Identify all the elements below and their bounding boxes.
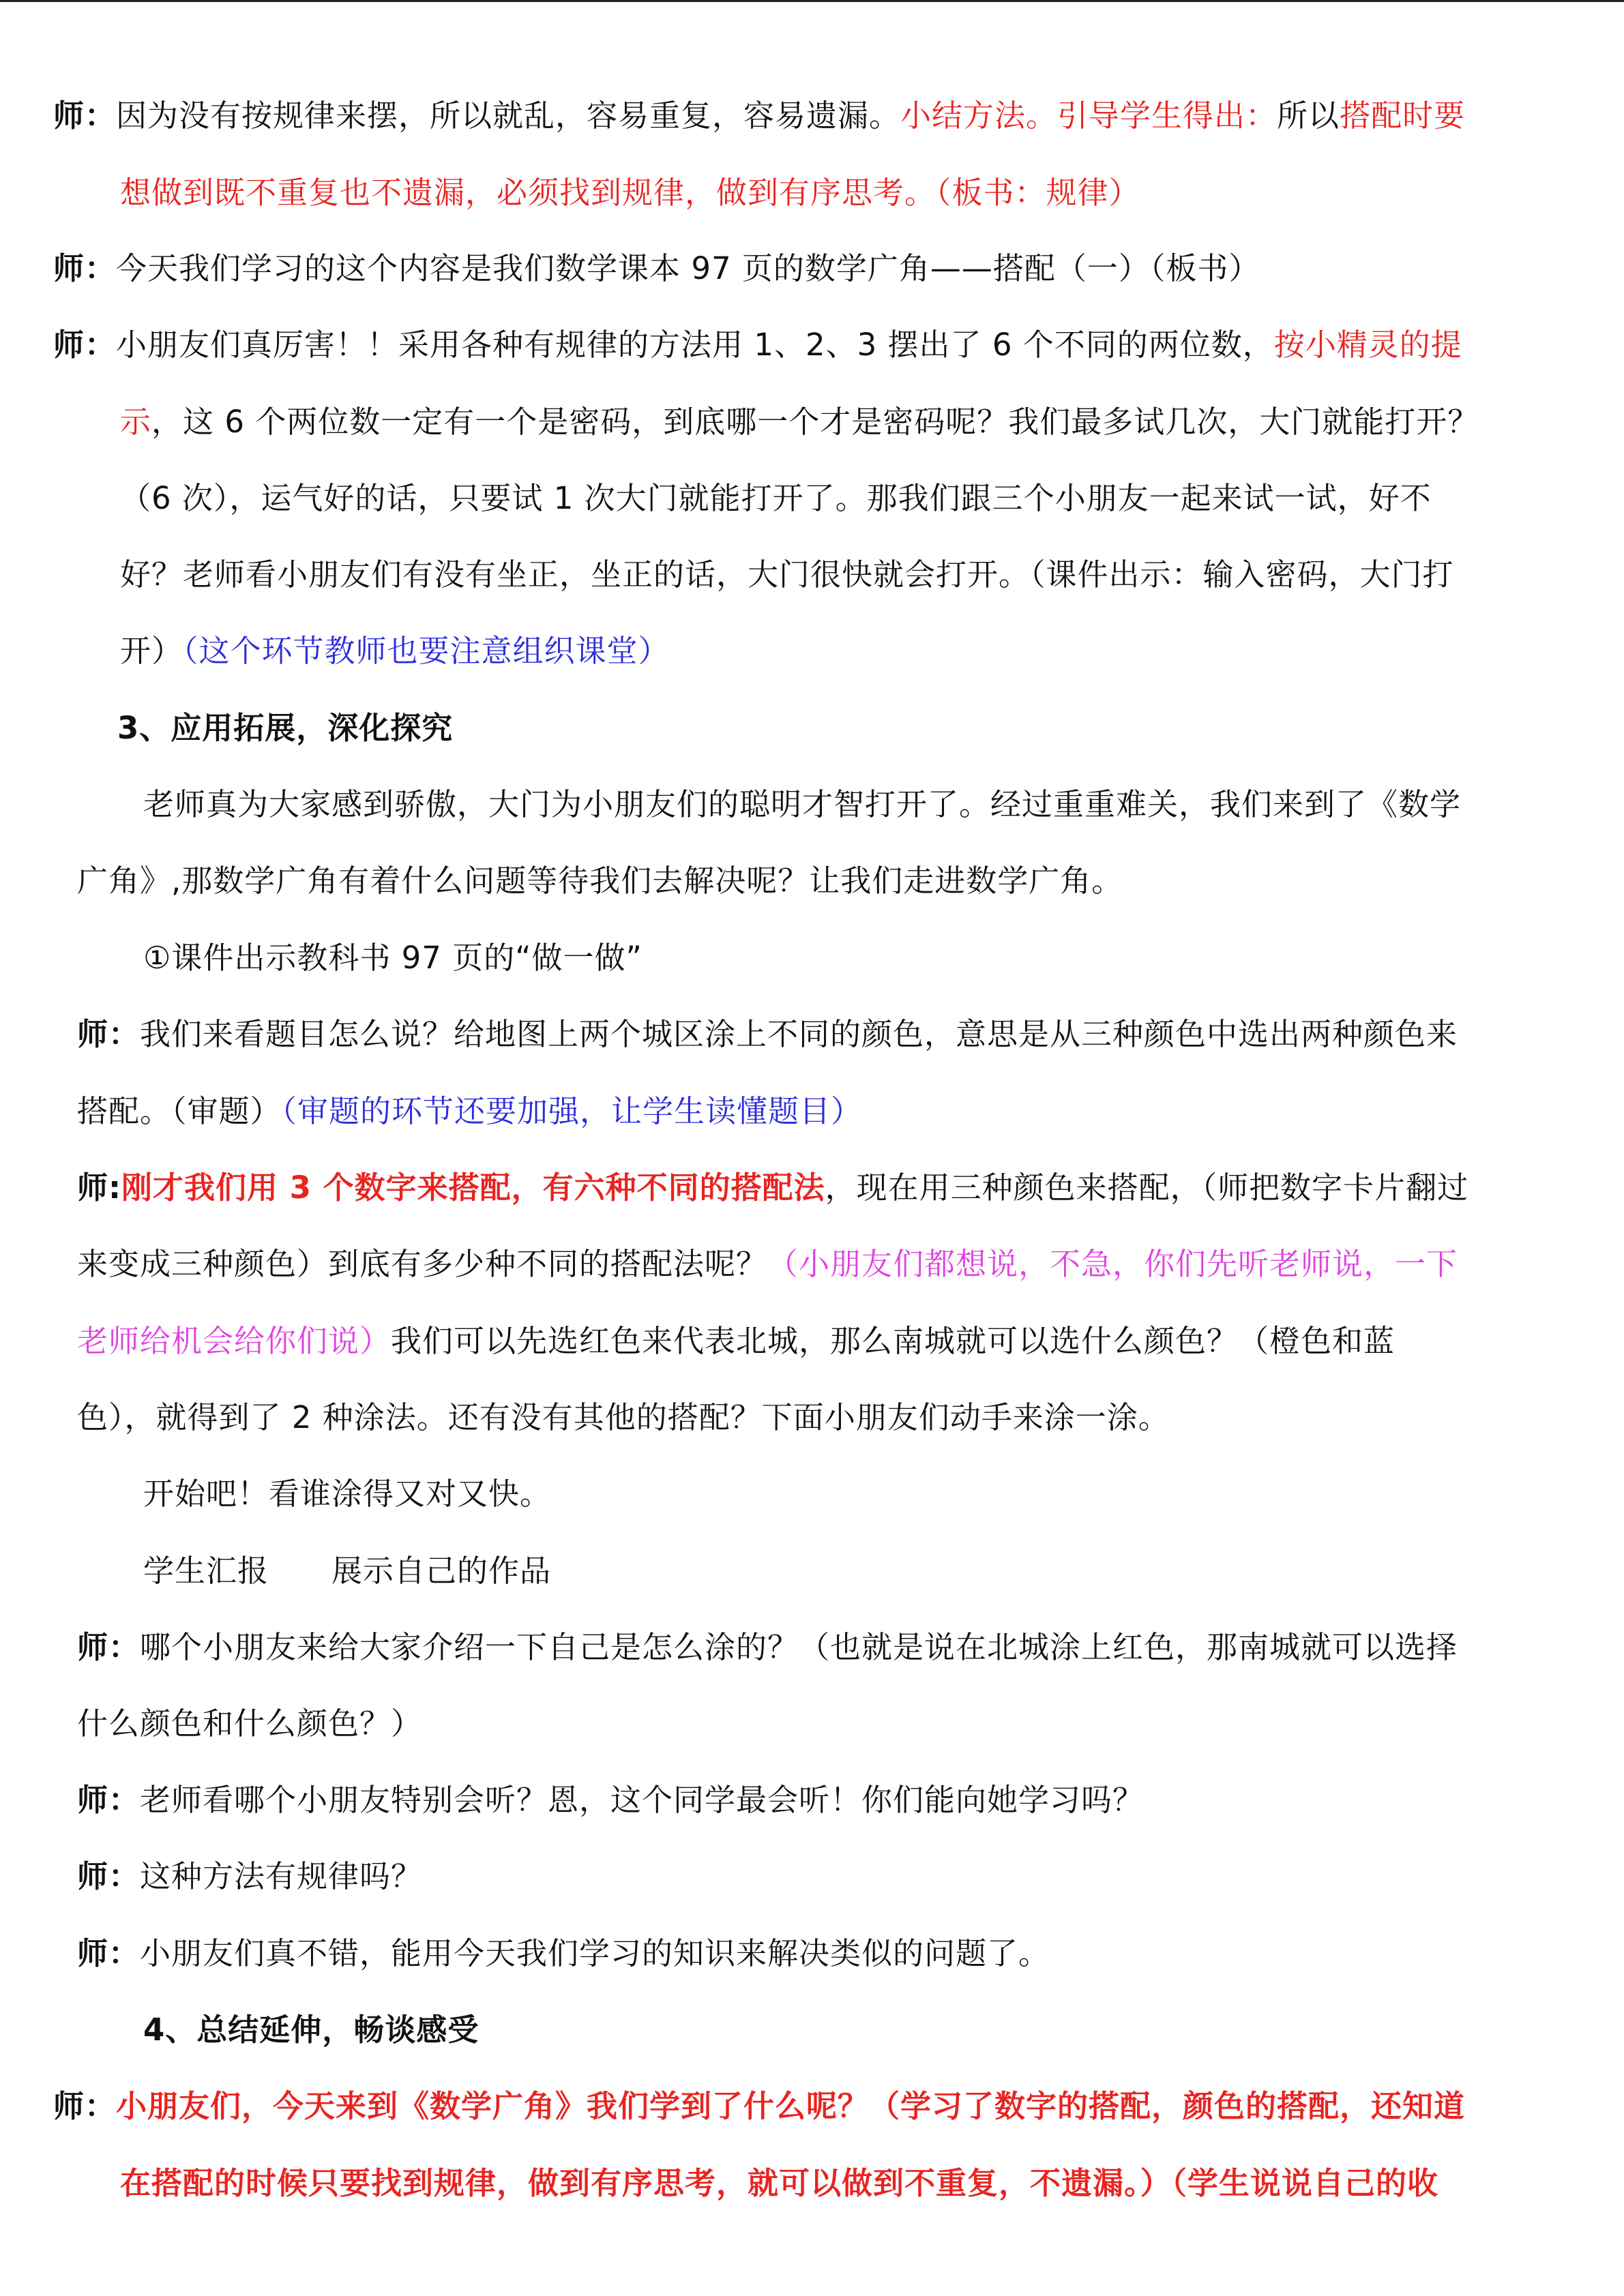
text: 我们来看题目怎么说？给地图上两个城区涂上不同的颜色，意思是从三种颜色中选出两种颜色来 [140,1016,1458,1052]
line-18 [77,1397,1170,1438]
speaker-label: 师： [77,1016,141,1052]
heading-text: 4、总结延伸，畅谈感受 [143,2012,479,2048]
magenta-note: 老师给机会给你们说） [77,1323,392,1359]
text: 老师真为大家感到骄傲，大门为小朋友们的聪明才智打开了。经过重重难关，我们来到了《数学 [143,786,1462,822]
line-10 [143,784,1461,825]
speaker-label: 师： [77,1629,141,1665]
text: 好？老师看小朋友们有没有坐正，坐正的话，大门很快就会打开。（课件出示：输入密码，大门打 [120,556,1454,593]
red-bold-text: 刚才我们用 3 个数字来搭配，有六种不同的搭配法 [121,1169,825,1206]
line-12 [143,938,643,979]
text: 老师看哪个小朋友特别会听？恩，这个同学最会听！你们能向她学习吗？ [140,1782,1145,1818]
red-text: 小结方法。引导学生得出： [900,98,1278,134]
red-text: 按小精灵的提 [1273,327,1462,363]
text: 展示自己的作品 [331,1553,552,1589]
line-17 [77,1321,1395,1362]
speaker-label: 师： [53,98,117,134]
section-heading-4 [143,2010,479,2051]
line-22 [77,1703,422,1744]
speaker-label: 师： [77,1935,141,1971]
line-1 [53,95,1465,136]
speaker-label: 师： [77,1782,141,1818]
line-11 [77,861,1123,901]
line-28 [120,2163,1438,2204]
text: 所以 [1277,98,1340,134]
line-27 [53,2086,1465,2127]
line-20 [143,1551,551,1592]
heading-text: 3、应用拓展，深化探究 [117,710,454,746]
speaker-label: 师： [77,1858,141,1894]
text: 这种方法有规律吗？ [140,1858,423,1894]
line-7 [120,554,1454,595]
blue-note: （这个环节教师也要注意组织课堂） [183,633,670,669]
line-19 [143,1474,551,1515]
speaker-label: 师： [53,250,117,286]
text: 开） [120,633,183,669]
red-bold-text: 在搭配的时候只要找到规律，做到有序思考，就可以做到不重复，不遗漏。）（学生说说自己的收 [120,2165,1439,2201]
line-24 [77,1856,422,1897]
speaker-label: 师： [53,2088,117,2124]
red-text: 示 [120,404,152,440]
text: （6 次），运气好的话，只要试 1 次大门就能打开了。那我们跟三个小朋友一起来试一试，好不 [120,480,1432,516]
text: 什么颜色和什么颜色？） [77,1705,423,1742]
speaker-label: 师: [77,1169,121,1206]
text: 小朋友们真不错，能用今天我们学习的知识来解决类似的问题了。 [140,1935,1050,1971]
line-16 [77,1244,1458,1285]
text: 因为没有按规律来摆，所以就乱，容易重复，容易遗漏。 [116,98,901,134]
magenta-note: （小朋友们都想说，不急，你们先听老师说，一下 [767,1246,1458,1282]
line-3 [53,248,1260,289]
line-15 [77,1167,1468,1208]
text: ，现在用三种颜色来搭配，（师把数字卡片翻过 [825,1169,1469,1206]
text: 来变成三种颜色）到底有多少种不同的搭配法呢？ [77,1246,768,1282]
text: 我们可以先选红色来代表北城，那么南城就可以选什么颜色？（橙色和蓝 [391,1323,1396,1359]
line-5 [120,402,1479,443]
line-6 [120,478,1432,519]
line-13 [77,1014,1458,1055]
text: 广角》,那数学广角有着什么问题等待我们去解决呢？让我们走进数学广角。 [77,863,1123,899]
text: ，这 6 个两位数一定有一个是密码，到底哪一个才是密码呢？我们最多试几次，大门就能打开？ [151,404,1479,440]
line-25 [77,1933,1050,1974]
text: 小朋友们真厉害！！采用各种有规律的方法用 1、2、3 摆出了 6 个不同的两位数， [116,327,1274,363]
red-text: 想做到既不重复也不遗漏，必须找到规律，做到有序思考。（板书：规律） [120,175,1140,211]
red-bold-text: 小朋友们，今天来到《数学广角》我们学到了什么呢？（学习了数字的搭配，颜色的搭配，还知道 [116,2088,1466,2124]
line-23 [77,1780,1144,1821]
text: 开始吧！看谁涂得又对又快。 [143,1476,552,1512]
text: 色），就得到了 2 种涂法。还有没有其他的搭配？下面小朋友们动手来涂一涂。 [77,1399,1170,1435]
line-8 [120,631,670,672]
line-2 [120,173,1140,213]
speaker-label: 师： [53,327,117,363]
text: 今天我们学习的这个内容是我们数学课本 97 页的数学广角——搭配（一）（板书） [116,250,1260,286]
section-heading-3 [117,708,453,749]
text: 哪个小朋友来给大家介绍一下自己是怎么涂的？（也就是说在北城涂上红色，那南城就可以选择 [140,1629,1458,1665]
line-14 [77,1091,862,1132]
line-21 [77,1627,1458,1668]
line-4 [53,325,1462,366]
text: ①课件出示教科书 97 页的“做一做” [143,940,643,976]
text: 搭配。（审题） [77,1093,282,1129]
red-text: 搭配时要 [1340,98,1466,134]
blue-note: （审题的环节还要加强，让学生读懂题目） [281,1093,863,1129]
text: 学生汇报 [143,1553,269,1589]
